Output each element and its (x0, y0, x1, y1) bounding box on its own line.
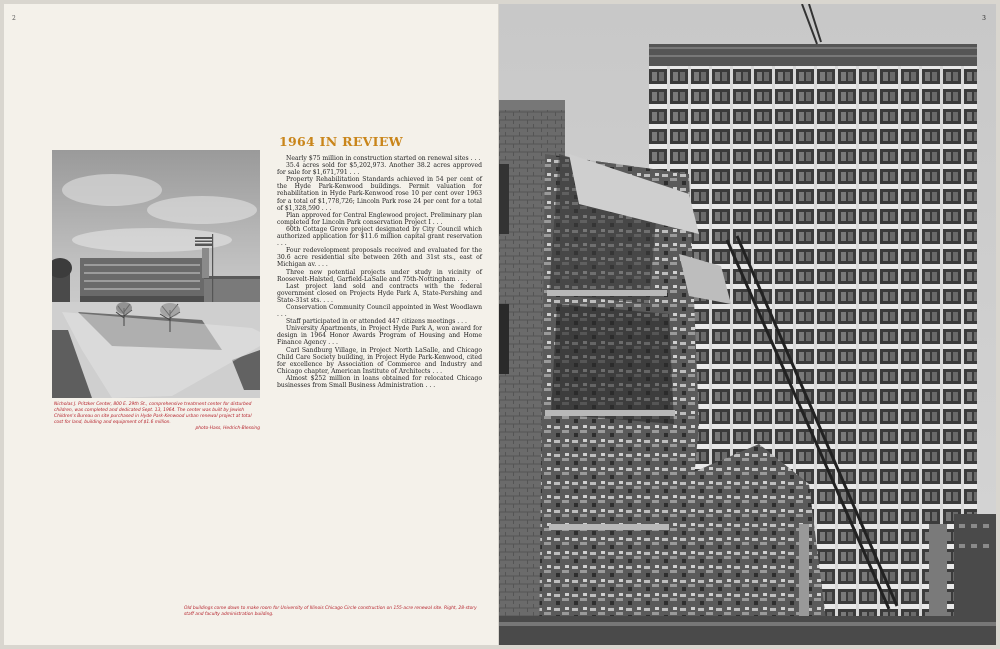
paragraph-7: Three new potential projects under study in vicinity of Roosevelt-Halsted, Garfield-LaSalle and 75th-Nottingham . . . (277, 268, 482, 283)
photo-caption-text: Nicholas J. Pritzker Center, 800 E. 29th St., comprehensive treatment center for disturbed children, was completed and dedicated Sept. 13, 1964. The center was built by Jewish Children's Bureau on site purchased in Hyde Park-Kenwood urban renewal project at total cost for land, building and equipment of $1.6 million. (54, 402, 252, 426)
paragraph-3: Property Rehabilitation Standards achieved in 54 per cent of the Hyde Park-Kenwood buildings. Permit valuation for rehabilitation in Hyde Park-Kenwood rose 10 per cent over 1963 for a total of $1,778,726; Lincoln Park rose 24 per cent for a total of $1,328,590 . . . (277, 176, 482, 212)
paragraph-8: Last project land sold and contracts with the federal government closed on Projects Hyde Park A, State-Pershing and State-31st sts. . . . (277, 282, 482, 304)
paragraph-5: 60th Cottage Grove project designated by City Council which authorized application for $11.6 million capital grant reservation . . . (277, 225, 482, 248)
review-text (277, 155, 482, 389)
paragraph-1: Nearly $75 million in construction started on renewal sites . . . (286, 155, 481, 162)
paragraph-2: 35.4 acres sold for $5,202,973. Another 38.2 acres approved for sale for $1,671,791 . . . (277, 162, 482, 177)
page-number-right: 3 (982, 15, 986, 22)
photo-credit: photo-Hass, Hedrich-Blessing (195, 426, 260, 432)
treatment-center-photo (52, 150, 260, 398)
paragraph-11: University Apartments, in Project Hyde Park A, won award for design in 1964 Honor Awards Program of Housing and Home Finance Agency . . . (277, 325, 482, 347)
demolition-caption: Old buildings come down to make room for University of Illinois Chicago Circle construction on 155-acre renewal site. Right, 28-story staff and faculty administration building. (184, 606, 477, 618)
paragraph-10: Staff participated in or attended 447 citizens meetings . . . (286, 318, 467, 326)
right-page-photo (499, 4, 996, 645)
paragraph-13: Almost $252 million in loans obtained for relocated Chicago businesses from Small Business Administration . . . (277, 374, 482, 389)
paragraph-6: Four redevelopment proposals received and evaluated for the 30.6 acre residential site between 26th and 31st sts., east of Michigan av. . . . (277, 247, 482, 269)
section-title: 1964 IN REVIEW (279, 134, 403, 149)
paragraph-12: Carl Sandburg Village, in Project North LaSalle, and Chicago Child Care Society building, in Project Hyde Park-Kenwood, cited for excellence by Association of Commerce and Industry and Chicago chapter, American Institute of Architects . . . (277, 346, 482, 375)
page-number-left: 2 (12, 15, 16, 22)
paragraph-9: Conservation Community Council appointed in West Woodlawn . . . (277, 303, 482, 319)
paragraph-4: Plan approved for Central Englewood project. Preliminary plan completed for Lincoln Park conservation Project I . . . (277, 211, 482, 226)
photo-caption (54, 402, 260, 432)
